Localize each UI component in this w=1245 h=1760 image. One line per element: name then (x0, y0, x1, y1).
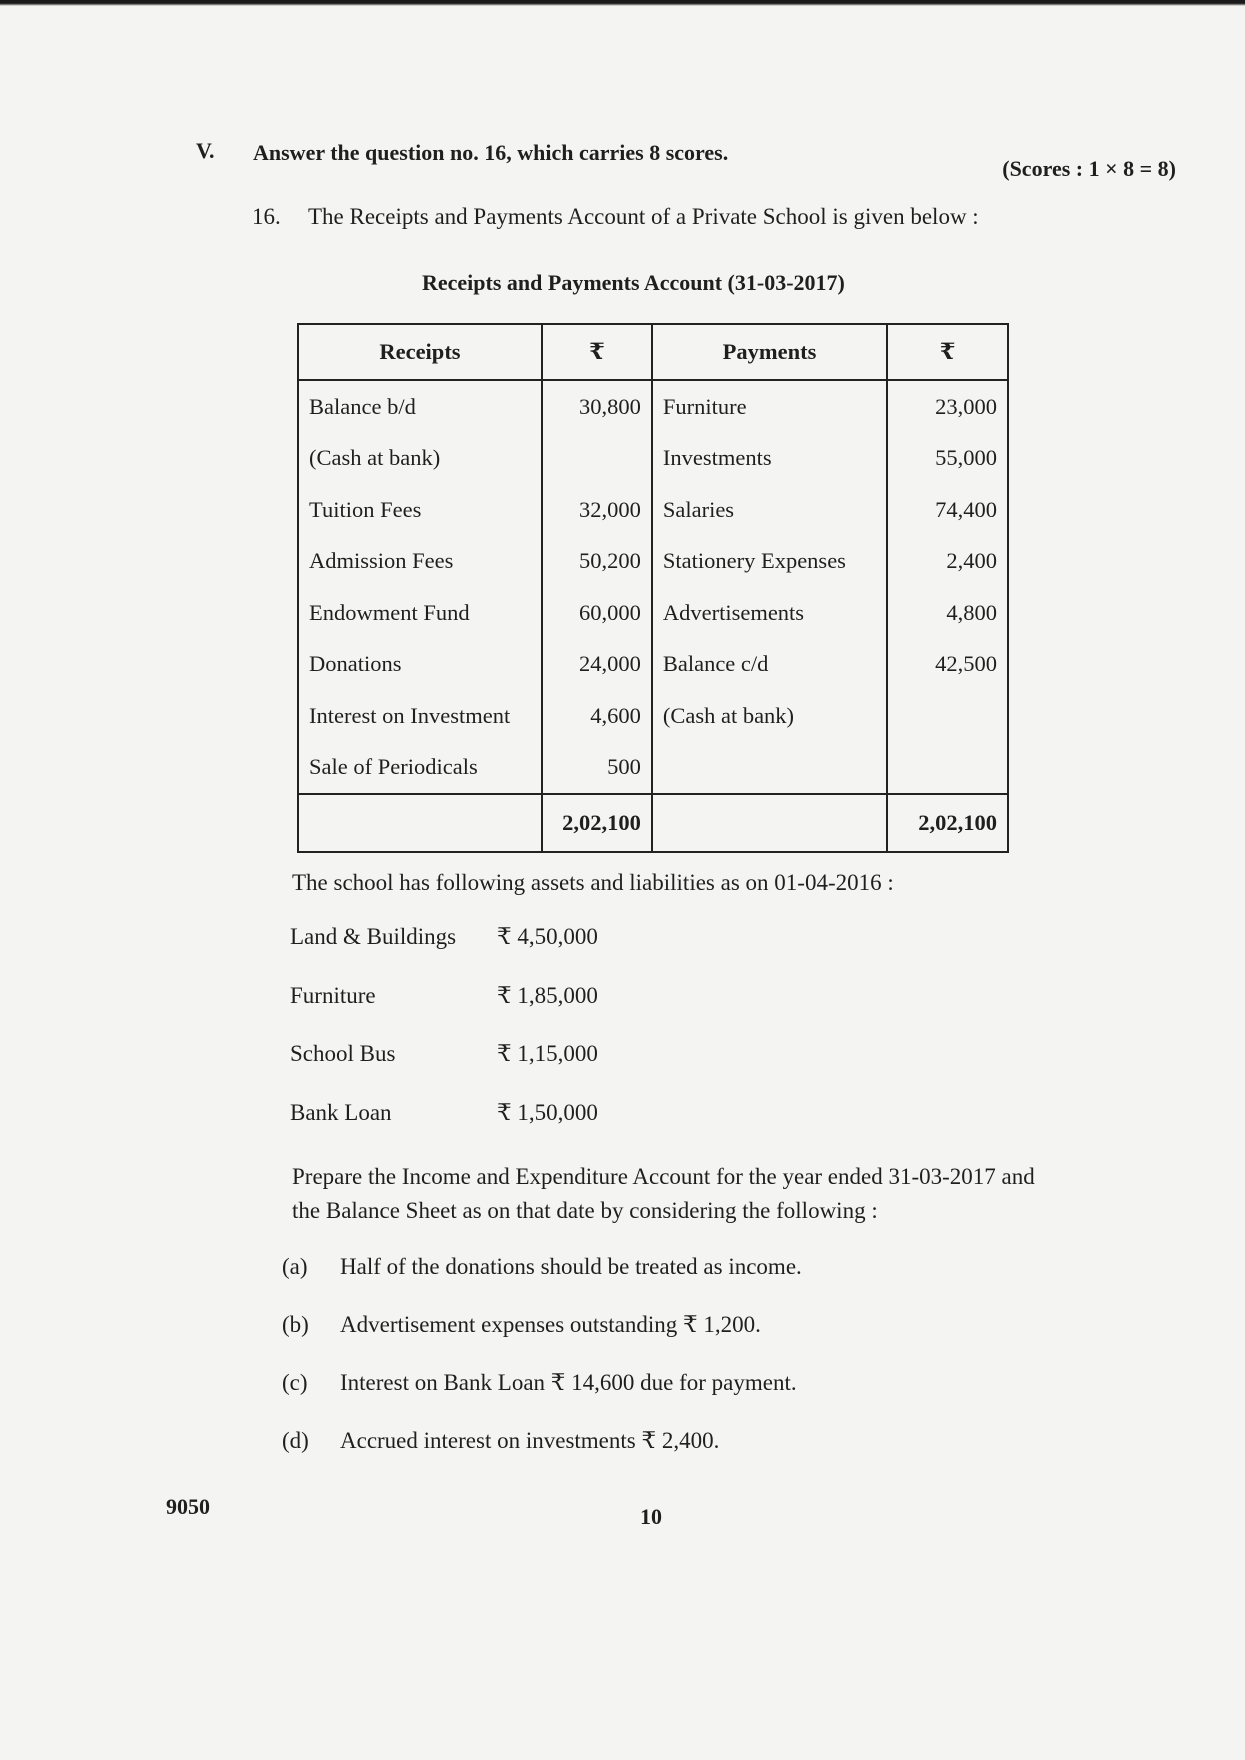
payment-label: Advertisements (652, 587, 887, 639)
asset-row (290, 1041, 598, 1100)
receipt-label: Interest on Investment (298, 690, 542, 742)
payment-amount: 4,800 (887, 587, 1008, 639)
assets-intro: The school has following assets and liabilities as on 01-04-2016 : (292, 870, 894, 895)
header-payments: Payments (652, 324, 887, 380)
asset-value: ₹ 1,85,000 (497, 982, 598, 1008)
receipt-amount: 4,600 (542, 690, 652, 742)
asset-label: Furniture (290, 982, 376, 1008)
condition-item (282, 1428, 719, 1454)
instruction-paragraph (292, 1160, 1152, 1228)
receipt-label: Donations (298, 639, 542, 691)
receipt-label: Sale of Periodicals (298, 742, 542, 795)
receipts-payments-table (297, 323, 1009, 853)
section-instruction: Answer the question no. 16, which carries 8 scores. (253, 140, 729, 165)
table-row (298, 587, 1008, 639)
question-number: 16. (252, 204, 281, 229)
page-top-edge (0, 0, 1245, 6)
asset-label: Land & Buildings (290, 924, 457, 949)
receipt-label: Balance b/d (298, 380, 542, 433)
receipt-amount: 32,000 (542, 484, 652, 536)
payment-label: Furniture (652, 380, 887, 433)
payment-label (652, 742, 887, 795)
condition-text: Accrued interest on investments ₹ 2,400. (340, 1428, 720, 1453)
payment-label: Stationery Expenses (652, 536, 887, 588)
condition-tag: (b) (282, 1312, 309, 1337)
asset-label: Bank Loan (290, 1099, 392, 1125)
condition-tag: (d) (282, 1428, 309, 1453)
receipt-label: Admission Fees (298, 536, 542, 588)
receipt-amount: 30,800 (542, 380, 652, 433)
instruction-line: Prepare the Income and Expenditure Account for the year ended 31-03-2017 and (292, 1164, 1035, 1189)
total-receipt-label (298, 794, 542, 852)
asset-value: ₹ 1,15,000 (497, 1041, 598, 1066)
receipt-label: (Cash at bank) (298, 433, 542, 485)
table-row (298, 380, 1008, 433)
table-row (298, 484, 1008, 536)
asset-row (290, 983, 598, 1042)
asset-label: School Bus (290, 1041, 396, 1066)
payment-label: Balance c/d (652, 639, 887, 691)
asset-value: ₹ 1,50,000 (497, 1099, 598, 1125)
asset-row (290, 924, 598, 983)
asset-row (290, 1100, 598, 1159)
paper-code: 9050 (166, 1494, 210, 1519)
question-heading (252, 204, 979, 230)
receipt-amount: 500 (542, 742, 652, 795)
payment-amount (887, 690, 1008, 742)
table-row (298, 639, 1008, 691)
asset-value: ₹ 4,50,000 (497, 924, 598, 949)
receipt-amount: 24,000 (542, 639, 652, 691)
header-receipts: Receipts (298, 324, 542, 380)
payment-label: Salaries (652, 484, 887, 536)
table-header-row (298, 324, 1008, 380)
payment-amount (887, 742, 1008, 795)
question-text: The Receipts and Payments Account of a Private School is given below : (308, 204, 979, 229)
section-heading (196, 138, 1176, 181)
payment-amount: 55,000 (887, 433, 1008, 485)
receipt-amount (542, 433, 652, 485)
header-receipt-amount: ₹ (542, 324, 652, 380)
instruction-line: the Balance Sheet as on that date by considering the following : (292, 1198, 878, 1223)
condition-item (282, 1254, 802, 1280)
payment-label: (Cash at bank) (652, 690, 887, 742)
table-row (298, 433, 1008, 485)
payment-amount: 42,500 (887, 639, 1008, 691)
condition-text: Half of the donations should be treated as income. (340, 1254, 802, 1279)
receipt-label: Endowment Fund (298, 587, 542, 639)
condition-text: Advertisement expenses outstanding ₹ 1,200. (340, 1312, 761, 1337)
table-row (298, 742, 1008, 795)
payment-amount: 74,400 (887, 484, 1008, 536)
condition-text: Interest on Bank Loan ₹ 14,600 due for payment. (340, 1370, 797, 1395)
section-scores: (Scores : 1 × 8 = 8) (1002, 156, 1176, 181)
total-payments: 2,02,100 (887, 794, 1008, 852)
table-total-row (298, 794, 1008, 852)
condition-item (282, 1370, 797, 1396)
total-receipts: 2,02,100 (542, 794, 652, 852)
page-number: 10 (640, 1504, 662, 1529)
condition-item (282, 1312, 761, 1338)
payment-amount: 2,400 (887, 536, 1008, 588)
section-number: V. (196, 138, 215, 163)
table-title: Receipts and Payments Account (31-03-2017) (422, 270, 845, 295)
payment-label: Investments (652, 433, 887, 485)
receipt-amount: 50,200 (542, 536, 652, 588)
condition-tag: (a) (282, 1254, 308, 1279)
table-row (298, 536, 1008, 588)
receipt-amount: 60,000 (542, 587, 652, 639)
total-payment-label (652, 794, 887, 852)
payment-amount: 23,000 (887, 380, 1008, 433)
condition-tag: (c) (282, 1370, 308, 1395)
header-payment-amount: ₹ (887, 324, 1008, 380)
receipt-label: Tuition Fees (298, 484, 542, 536)
assets-list (290, 924, 598, 1158)
table-row (298, 690, 1008, 742)
